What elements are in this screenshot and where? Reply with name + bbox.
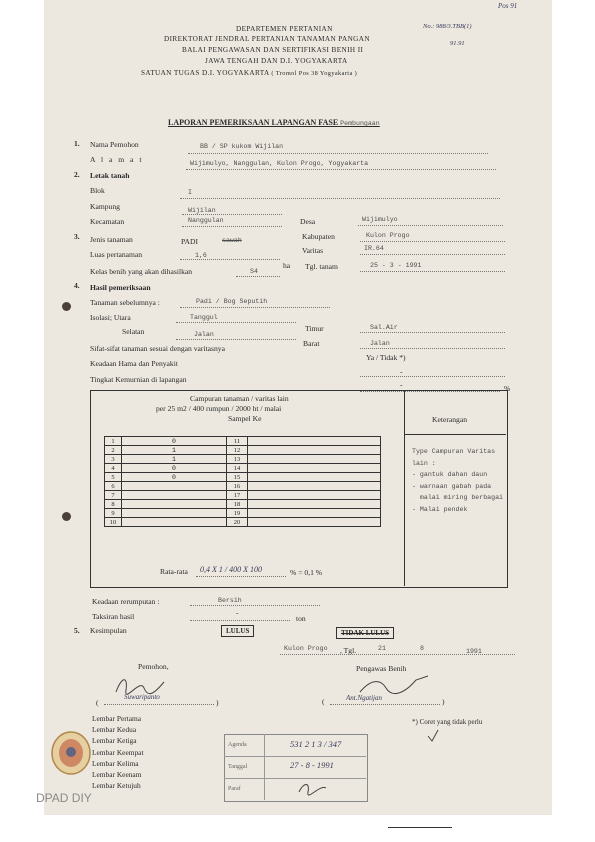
kabupaten-value: Kulon Progo bbox=[366, 232, 410, 239]
sample-val-right bbox=[248, 455, 381, 464]
sample-val-right bbox=[248, 500, 381, 509]
table-head-3: Sampel Ke bbox=[228, 414, 262, 423]
tgl-tanam-label: Tgl. tanam bbox=[305, 262, 338, 271]
sample-val-left: 0 bbox=[122, 464, 227, 473]
keterangan-line: malai miring berbagai bbox=[412, 494, 504, 501]
sign-date-label: , Tgl. bbox=[340, 646, 357, 655]
sample-val-right bbox=[248, 446, 381, 455]
desa-value: Wijimulyo bbox=[362, 216, 398, 223]
table-row bbox=[105, 509, 381, 518]
jenis-extra: sawah bbox=[222, 237, 242, 244]
pengawas-name: Ant.Ngatijan bbox=[346, 694, 382, 702]
lembar-list bbox=[92, 713, 144, 791]
hama-value: - bbox=[400, 367, 403, 376]
rerumputan-label: Keadaan rerumputan : bbox=[92, 597, 160, 606]
varitas-label: Varitas bbox=[302, 246, 324, 255]
table-row bbox=[105, 482, 381, 491]
doc-year: 91.91 bbox=[450, 40, 465, 47]
selatan-value: Jalan bbox=[194, 331, 214, 338]
lembar-item: Lembar Pertama bbox=[92, 714, 142, 723]
paraf-mark bbox=[296, 780, 330, 796]
coret-note: *) Coret yang tidak perlu bbox=[412, 718, 483, 726]
sifat-label: Sifat-sifat tanaman sesuai dengan varitasnya bbox=[90, 344, 225, 353]
doc-number: No.: 988/3.TBB(1) bbox=[423, 23, 472, 30]
lembar-item: Lembar Keempat bbox=[92, 747, 144, 757]
sample-num-right: 15 bbox=[227, 473, 248, 482]
seal-logo-icon bbox=[50, 730, 92, 776]
rerumputan-value: Bersih bbox=[218, 597, 242, 604]
stamp-agenda-value: 531 2 1 3 / 347 bbox=[290, 739, 342, 749]
taksiran-label: Taksiran hasil bbox=[92, 612, 135, 621]
section-number-3: 3. bbox=[74, 232, 80, 241]
table-row bbox=[105, 446, 381, 455]
watermark: DPAD DIY bbox=[36, 791, 92, 805]
sample-num-right: 20 bbox=[227, 518, 248, 527]
kabupaten-label: Kabupaten bbox=[302, 232, 335, 241]
sample-num-right: 13 bbox=[227, 455, 248, 464]
varitas-value: IR.64 bbox=[364, 245, 384, 252]
section-number-4: 4. bbox=[74, 281, 80, 290]
kampung-value: Wijilan bbox=[188, 207, 216, 214]
sample-num-right: 16 bbox=[227, 482, 248, 491]
sample-grid bbox=[104, 436, 381, 527]
selatan-label: Selatan bbox=[122, 327, 145, 336]
sample-val-right bbox=[248, 491, 381, 500]
sample-num-right: 18 bbox=[227, 500, 248, 509]
utara-label: Isolasi; Utara bbox=[90, 313, 131, 322]
pemohon-sign-label: Pemohon, bbox=[138, 662, 169, 671]
blok-label: Blok bbox=[90, 186, 105, 195]
sample-num-left: 9 bbox=[105, 509, 122, 518]
table-row bbox=[105, 500, 381, 509]
sample-num-right: 17 bbox=[227, 491, 248, 500]
alamat-label: A l a m a t bbox=[90, 155, 144, 164]
table-row bbox=[105, 455, 381, 464]
utara-value: Tanggul bbox=[190, 314, 218, 321]
header-line3: BALAI PENGAWASAN DAN SERTIFIKASI BENIH II bbox=[182, 46, 364, 54]
sample-val-left bbox=[122, 482, 227, 491]
taksiran-value: - bbox=[236, 608, 239, 617]
barat-value: Jalan bbox=[370, 340, 390, 347]
header-line4: JAWA TENGAH DAN D.I. YOGYAKARTA bbox=[205, 57, 348, 65]
pemohon-name: Suwaripanto bbox=[124, 693, 160, 701]
table-row bbox=[105, 464, 381, 473]
table-row bbox=[105, 437, 381, 446]
section-number-1: 1. bbox=[74, 139, 80, 148]
kemurnian-value: - bbox=[400, 380, 403, 389]
lembar-item: Lembar Ketujuh bbox=[92, 781, 141, 791]
sample-val-left bbox=[122, 500, 227, 509]
keterangan-line: - warnaan gabah pada bbox=[412, 482, 492, 490]
sample-num-right: 14 bbox=[227, 464, 248, 473]
check-mark-icon bbox=[426, 728, 440, 744]
lembar-item: Lembar Kedua bbox=[92, 725, 137, 735]
sign-date-day: 21 bbox=[378, 645, 386, 652]
keterangan-line: - gantuk dahan daun bbox=[412, 471, 488, 478]
archive-mark: Pos 91 bbox=[498, 2, 518, 10]
kemurnian-unit: % bbox=[504, 384, 511, 393]
sebelumnya-label: Tanaman sebelumnya : bbox=[90, 298, 160, 307]
luas-label: Luas pertanaman bbox=[90, 250, 143, 259]
sample-val-left: 1 bbox=[122, 455, 227, 464]
rata-label: Rata-rata bbox=[160, 567, 188, 576]
sample-val-right bbox=[248, 482, 381, 491]
hama-label: Keadaan Hama dan Penyakit bbox=[90, 359, 178, 368]
table-row bbox=[105, 518, 381, 527]
section-number-5: 5. bbox=[74, 626, 80, 635]
sample-num-left: 4 bbox=[105, 464, 122, 473]
kelas-value: S4 bbox=[250, 268, 258, 275]
lembar-item: Lembar Keenam bbox=[92, 770, 142, 780]
table-row bbox=[105, 491, 381, 500]
table-head-2: per 25 m2 / 400 rumpun / 2000 ht / malai bbox=[156, 404, 282, 413]
sample-num-right: 11 bbox=[227, 437, 248, 446]
kesimpulan-label: Kesimpulan bbox=[90, 626, 127, 635]
pemohon-label: Nama Pemohon bbox=[90, 140, 139, 149]
sample-num-left: 6 bbox=[105, 482, 122, 491]
luas-value: 1,6 bbox=[195, 252, 207, 259]
sample-val-left bbox=[122, 509, 227, 518]
header-line5: SATUAN TUGAS D.I. YOGYAKARTA ( Tromol Pos 38 Yogyakarta ) bbox=[141, 69, 358, 77]
pemohon-value: BB / SP kukom Wijilan bbox=[200, 143, 284, 150]
sign-date-year: 1991 bbox=[466, 648, 482, 655]
keterangan-label: Keterangan bbox=[432, 415, 467, 424]
header-line2: DIREKTORAT JENDRAL PERTANIAN TANAMAN PANGAN bbox=[164, 35, 370, 43]
rata-result: % = 0,1 % bbox=[290, 568, 323, 577]
sample-val-right bbox=[248, 518, 381, 527]
luas-unit: ha bbox=[283, 261, 291, 270]
sample-num-left: 3 bbox=[105, 455, 122, 464]
keterangan-line: - Malai pendek bbox=[412, 505, 468, 513]
lembar-item: Lembar Ketiga bbox=[92, 736, 137, 746]
sample-num-left: 7 bbox=[105, 491, 122, 500]
sample-val-left: 0 bbox=[122, 437, 227, 446]
keterangan-notes bbox=[412, 446, 503, 515]
stamp-tanggal-value: 27 - 8 - 1991 bbox=[290, 760, 334, 770]
sample-num-left: 10 bbox=[105, 518, 122, 527]
table-row bbox=[105, 473, 381, 482]
jenis-label: Jenis tanaman bbox=[90, 235, 133, 244]
lembar-item: Lembar Kelima bbox=[92, 758, 139, 768]
kampung-label: Kampung bbox=[90, 202, 120, 211]
sample-val-left: 0 bbox=[122, 473, 227, 482]
sample-val-right bbox=[248, 464, 381, 473]
keterangan-line: Type Campuran Varitas bbox=[412, 448, 496, 455]
barat-label: Barat bbox=[303, 339, 320, 348]
timur-value: Sal.Air bbox=[370, 324, 398, 331]
blok-value: I bbox=[188, 189, 192, 196]
alamat-value: Wijimulyo, Nanggulan, Kulon Progo, Yogyakarta bbox=[190, 160, 369, 167]
pengawas-sign-label: Pengawas Benih bbox=[356, 664, 407, 673]
header-line1: DEPARTEMEN PERTANIAN bbox=[236, 25, 333, 33]
tidak-lulus-box: TIDAK LULUS bbox=[336, 627, 394, 639]
kecamatan-label: Kecamatan bbox=[90, 217, 125, 226]
stamp-agenda-label: Agenda bbox=[228, 742, 247, 748]
section-number-2: 2. bbox=[74, 170, 80, 179]
stamp-paraf-label: Paraf bbox=[228, 786, 241, 792]
sign-place: Kulon Progo bbox=[284, 645, 328, 652]
keterangan-line: lain : bbox=[412, 459, 436, 467]
kemurnian-label: Tingkat Kemurnian di lapangan bbox=[90, 375, 187, 384]
sign-date-month: 8 bbox=[420, 645, 424, 652]
sample-num-left: 1 bbox=[105, 437, 122, 446]
bottom-rule bbox=[388, 827, 452, 828]
sample-num-right: 12 bbox=[227, 446, 248, 455]
timur-label: Timur bbox=[305, 324, 324, 333]
table-head-1: Campuran tanaman / varitas lain bbox=[190, 394, 289, 403]
sample-val-left: 1 bbox=[122, 446, 227, 455]
hasil-label: Hasil pemeriksaan bbox=[90, 283, 151, 292]
letak-label: Letak tanah bbox=[90, 171, 130, 180]
sample-val-right bbox=[248, 509, 381, 518]
sample-num-left: 8 bbox=[105, 500, 122, 509]
sifat-value: Ya / Tidak *) bbox=[366, 353, 406, 362]
sample-val-right bbox=[248, 473, 381, 482]
kecamatan-value: Nanggulan bbox=[188, 217, 224, 224]
kelas-label: Kelas benih yang akan dihasilkan bbox=[90, 267, 193, 276]
sample-val-left bbox=[122, 518, 227, 527]
sample-num-left: 2 bbox=[105, 446, 122, 455]
punch-hole-upper bbox=[62, 302, 71, 311]
sample-val-right bbox=[248, 437, 381, 446]
sample-val-left bbox=[122, 491, 227, 500]
lulus-box: LULUS bbox=[221, 625, 254, 637]
page-title: LAPORAN PEMERIKSAAN LAPANGAN FASE Pembungaan bbox=[168, 118, 380, 127]
desa-label: Desa bbox=[300, 217, 316, 226]
punch-hole-lower bbox=[62, 512, 71, 521]
tgl-tanam-value: 25 - 3 - 1991 bbox=[370, 262, 422, 269]
sebelumnya-value: Padi / Bog Seputih bbox=[196, 298, 268, 305]
rata-value: 0,4 X 1 / 400 X 100 bbox=[200, 565, 262, 574]
taksiran-unit: ton bbox=[296, 614, 306, 623]
jenis-value: PADI bbox=[181, 237, 199, 246]
stamp-tanggal-label: Tanggal bbox=[228, 764, 248, 770]
sample-num-right: 19 bbox=[227, 509, 248, 518]
sample-num-left: 5 bbox=[105, 473, 122, 482]
